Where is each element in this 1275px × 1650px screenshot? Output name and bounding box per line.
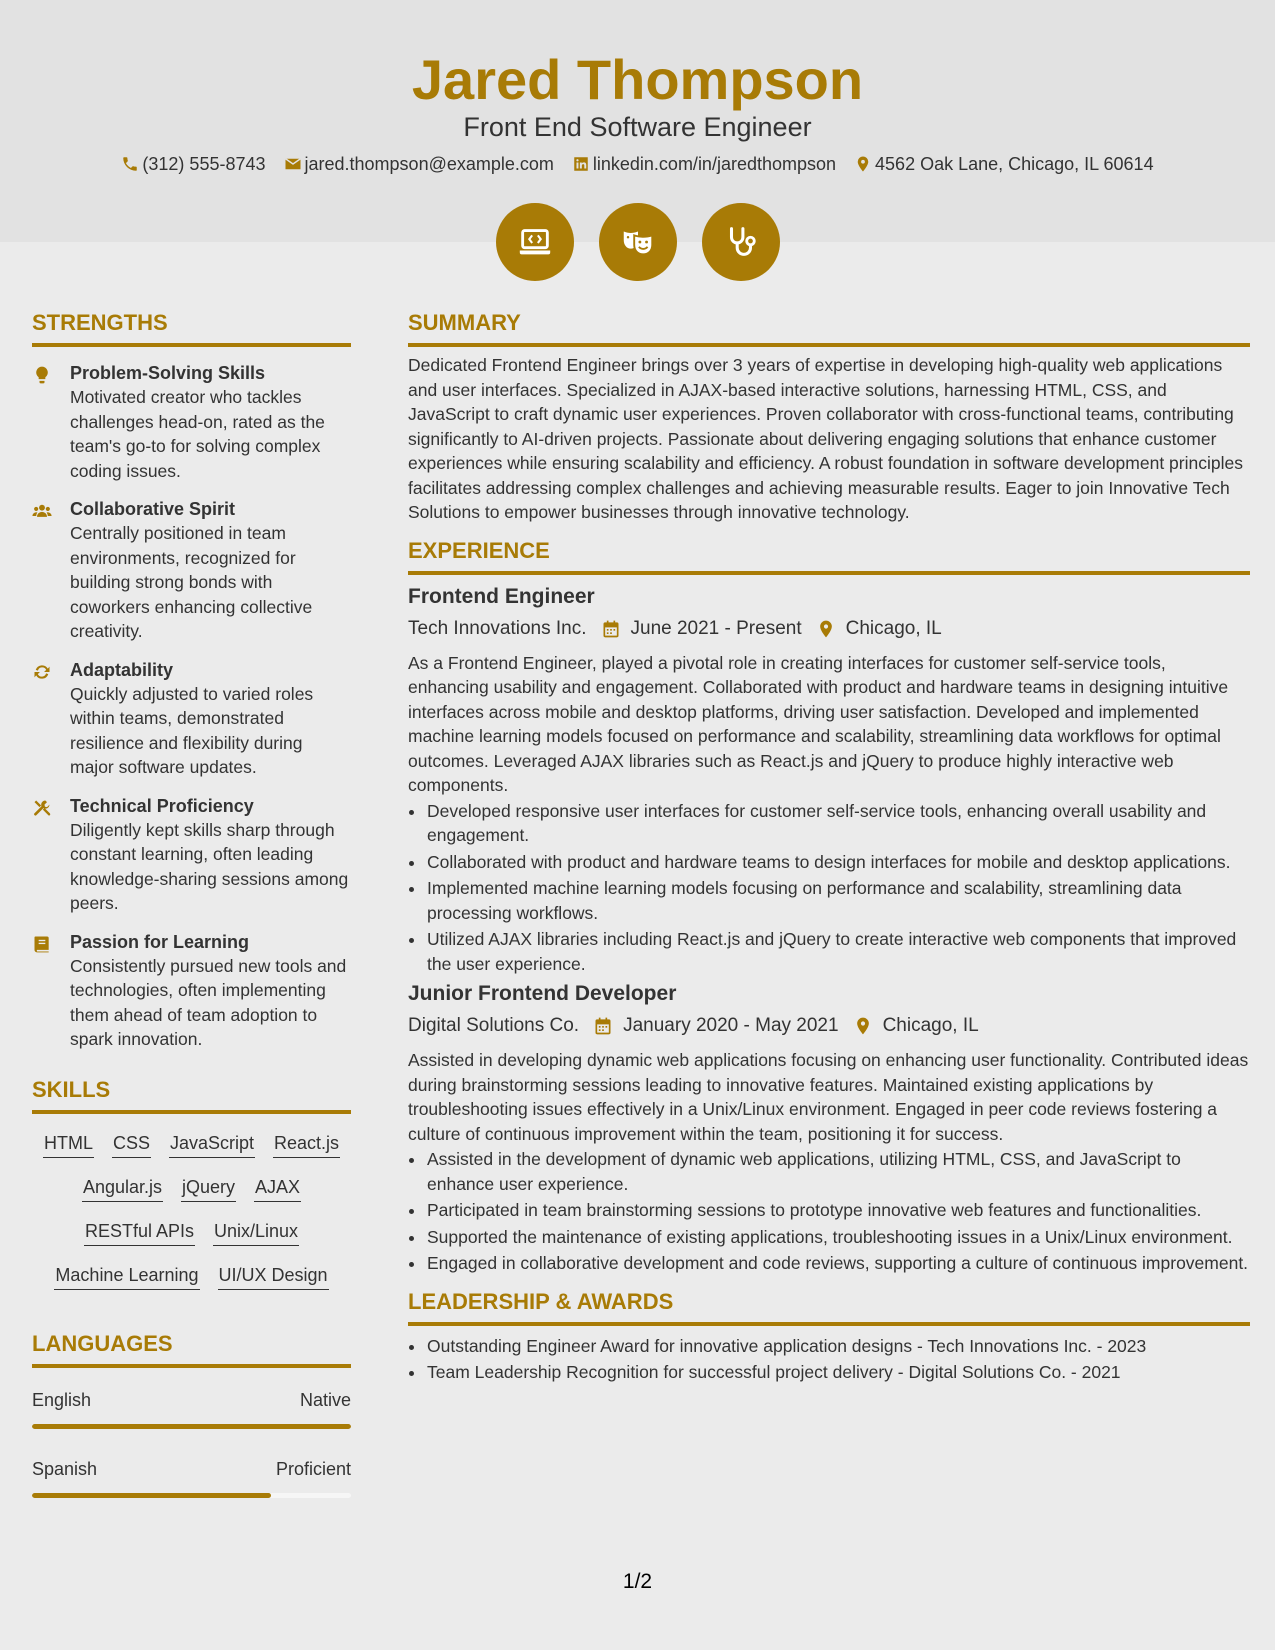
skill-tag: Machine Learning — [54, 1264, 199, 1290]
map-pin-icon — [816, 619, 836, 639]
job-title: Frontend Engineer — [408, 584, 595, 608]
page-number: 1/2 — [622, 1570, 653, 1593]
candidate-title: Front End Software Engineer — [463, 112, 812, 142]
contact-address-text: 4562 Oak Lane, Chicago, IL 60614 — [875, 154, 1154, 174]
strength-desc: Diligently kept skills sharp through constant learning, often leading knowledge-sharing sessions among peers. — [70, 819, 349, 913]
award-item: • Team Leadership Recognition for successful project delivery - Digital Solutions Co. - 2021 — [426, 1360, 1250, 1385]
award-item: • Outstanding Engineer Award for innovative application designs - Tech Innovations Inc. - 2023 — [426, 1334, 1250, 1359]
laptop-code-badge — [496, 203, 574, 281]
strength-item — [32, 658, 351, 780]
contact-phone-text: (312) 555-8743 — [142, 154, 266, 174]
candidate-name: Jared Thompson — [411, 48, 864, 111]
language-item — [32, 1457, 351, 1498]
users-icon — [32, 501, 52, 521]
skill-tag: AJAX — [254, 1176, 301, 1202]
job-company: Digital Solutions Co. — [408, 1015, 580, 1036]
contact-linkedin[interactable] — [572, 151, 836, 177]
skill-tag: CSS — [112, 1132, 151, 1158]
calendar-icon — [593, 1016, 613, 1036]
phone-icon — [121, 155, 139, 173]
language-name: English — [32, 1389, 92, 1410]
skill-tag: HTML — [43, 1132, 94, 1158]
summary-heading: SUMMARY — [408, 309, 1250, 347]
strength-name: Technical Proficiency — [70, 795, 254, 816]
language-proficiency-fill — [32, 1493, 271, 1498]
contact-phone[interactable] — [121, 151, 265, 177]
skills-heading: SKILLS — [32, 1076, 351, 1114]
strength-name: Adaptability — [70, 659, 174, 680]
skill-tag: RESTful APIs — [84, 1220, 195, 1246]
left-column — [32, 309, 351, 1498]
book-icon — [32, 934, 52, 954]
strengths-heading: STRENGTHS — [32, 309, 351, 347]
strength-name: Collaborative Spirit — [70, 499, 236, 519]
job-entry — [408, 980, 1250, 1276]
skills-list — [32, 1132, 351, 1290]
skill-tag: UI/UX Design — [218, 1264, 329, 1290]
experience-heading: EXPERIENCE — [408, 537, 1250, 575]
job-dates: June 2021 - Present — [630, 617, 802, 639]
strength-desc: Quickly adjusted to varied roles within teams, demonstrated resilience and flexibility during major software updates. — [70, 683, 314, 777]
contact-email[interactable] — [284, 151, 554, 177]
contact-email-text: jared.thompson@example.com — [304, 154, 554, 174]
strength-item — [32, 930, 351, 1052]
job-bullet: • Implemented machine learning models focusing on performance and scalability, streamlining data processing workflows. — [426, 876, 1250, 925]
job-bullet: • Supported the maintenance of existing applications, troubleshooting issues in a Unix/Linux environment. — [426, 1225, 1250, 1250]
sync-icon — [32, 662, 52, 682]
skill-tag: JavaScript — [169, 1132, 255, 1158]
theater-masks-icon — [619, 223, 657, 261]
contact-bar — [0, 151, 1275, 177]
skill-tag: Angular.js — [82, 1176, 163, 1202]
lightbulb-icon — [32, 365, 52, 385]
language-name: Spanish — [32, 1458, 98, 1479]
job-bullets — [408, 799, 1250, 977]
tools-icon — [32, 798, 52, 818]
job-description: As a Frontend Engineer, played a pivotal role in creating interfaces for customer self-service tools, enhancing usability and engagement. Collaborated with product and hardware teams in designing intuitive interfaces across mobile and desktop platforms, driving user satisfaction. Developed and implemented machine learning models focused on performance and scalability, streamlining data workflows for optimal outcomes. Leveraged AJAX libraries such as React.js and jQuery to produce highly interactive web components. — [408, 652, 1229, 795]
strength-name: Passion for Learning — [70, 931, 250, 952]
language-proficiency-bar — [32, 1424, 351, 1429]
stethoscope-icon — [722, 223, 760, 261]
strength-name: Problem-Solving Skills — [70, 363, 266, 383]
strength-desc: Centrally positioned in team environments, recognized for building strong bonds with coworkers enhancing collective creativity. — [70, 523, 313, 641]
language-proficiency-bar — [32, 1493, 351, 1498]
strength-desc: Motivated creator who tackles challenges head-on, rated as the team's go-to for solving complex coding issues. — [70, 387, 325, 481]
theater-masks-badge — [599, 203, 677, 281]
skill-tag: React.js — [273, 1132, 340, 1158]
job-bullet: • Utilized AJAX libraries including React.js and jQuery to create interactive web components that improved the user experience. — [426, 927, 1250, 976]
calendar-icon — [601, 619, 621, 639]
language-item — [32, 1388, 351, 1429]
language-level: Native — [299, 1389, 351, 1410]
job-meta — [408, 1012, 1250, 1040]
job-entry — [408, 583, 1250, 977]
job-bullet: • Developed responsive user interfaces for customer self-service tools, enhancing overall usability and engagement. — [426, 799, 1250, 848]
laptop-code-icon — [516, 223, 554, 261]
job-dates: January 2020 - May 2021 — [623, 1015, 839, 1036]
map-pin-icon — [853, 1016, 873, 1036]
job-location: Chicago, IL — [882, 1015, 979, 1036]
strength-item — [32, 497, 351, 644]
awards-list — [408, 1334, 1250, 1385]
job-bullet: • Collaborated with product and hardware teams to design interfaces for mobile and desktop applications. — [426, 850, 1250, 875]
strength-desc: Consistently pursued new tools and technologies, often implementing them ahead of team adoption to spark innovation. — [70, 955, 347, 1049]
strength-item — [32, 361, 351, 483]
skill-tag: Unix/Linux — [213, 1220, 299, 1246]
contact-address — [854, 151, 1154, 177]
right-column — [408, 309, 1250, 1387]
job-title: Junior Frontend Developer — [408, 982, 677, 1005]
job-bullet: • Assisted in the development of dynamic web applications, utilizing HTML, CSS, and JavaScript to enhance user experience. — [426, 1147, 1250, 1196]
skill-tag: jQuery — [181, 1176, 236, 1202]
languages-heading: LANGUAGES — [32, 1330, 351, 1368]
map-pin-icon — [854, 155, 872, 173]
strength-item — [32, 794, 351, 916]
job-meta — [408, 615, 1250, 643]
interest-badges — [0, 203, 1275, 281]
contact-linkedin-text: linkedin.com/in/jaredthompson — [592, 154, 837, 174]
job-description: Assisted in developing dynamic web applications focusing on enhancing user functionality. Contributed ideas during brainstorming sessions leading to innovative features. Maintained existing applications by troubleshooting issues effectively in a Unix/Linux environment. Engaged in peer code reviews fostering a culture of continuous improvement within the team, positioning it for success. — [408, 1050, 1249, 1144]
stethoscope-badge — [702, 203, 780, 281]
job-bullet: • Participated in team brainstorming sessions to prototype innovative web features and functionalities. — [426, 1198, 1250, 1223]
job-company: Tech Innovations Inc. — [408, 617, 587, 639]
awards-heading: LEADERSHIP & AWARDS — [408, 1288, 1250, 1326]
envelope-icon — [284, 155, 302, 173]
language-level: Proficient — [275, 1458, 351, 1479]
job-bullet: • Engaged in collaborative development and code reviews, supporting a culture of continuous improvement. — [426, 1251, 1250, 1276]
language-proficiency-fill — [32, 1424, 351, 1429]
summary-text: Dedicated Frontend Engineer brings over 3 years of expertise in developing high-quality web applications and user interfaces. Specialized in AJAX-based interactive solutions, harnessing HTML, CSS, and JavaScript to craft dynamic user experiences. Proven collaborator with cross-functional teams, contributing significantly to AI-driven projects. Passionate about delivering engaging solutions that enhance customer experiences while ensuring scalability and efficiency. A robust foundation in software development principles facilitates addressing complex challenges and achieving measurable results. Eager to join Innovative Tech Solutions to empower businesses through innovative technology. — [408, 355, 1243, 522]
job-location: Chicago, IL — [845, 617, 942, 639]
linkedin-icon — [572, 155, 590, 173]
job-bullets — [408, 1147, 1250, 1276]
